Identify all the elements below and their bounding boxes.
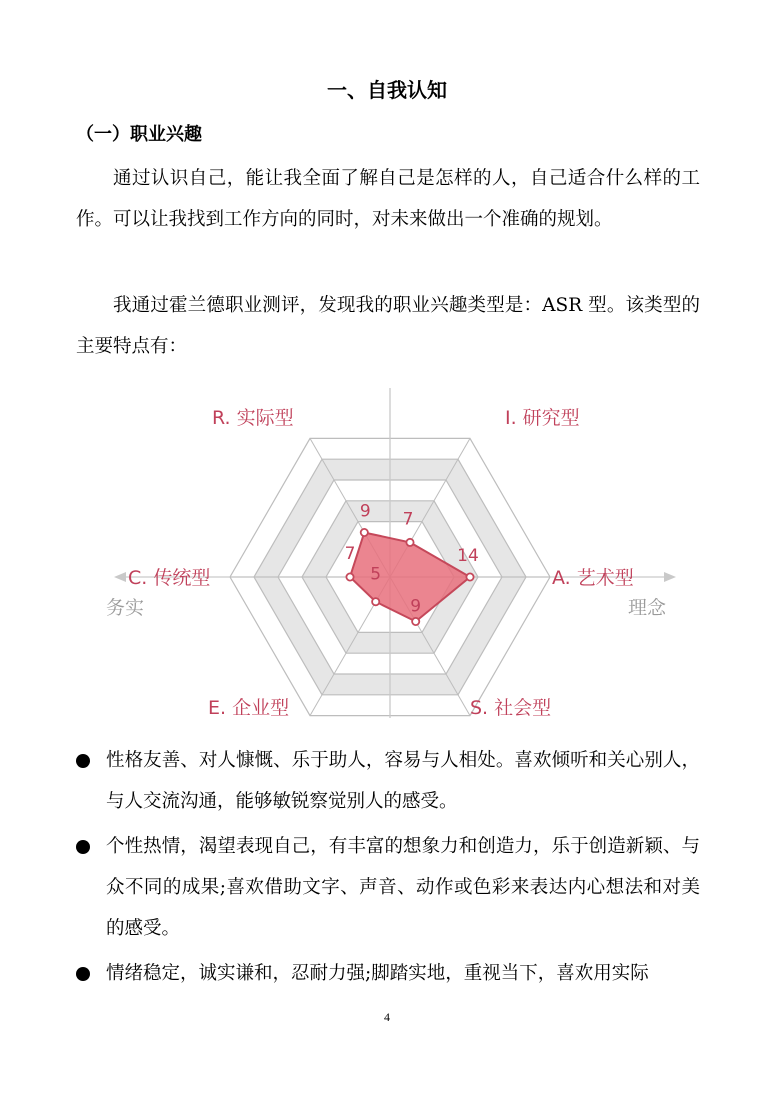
intro-paragraph: 通过认识自己，能让我全面了解自己是怎样的人，自己适合什么样的工作。可以让我找到工作方向的同时，对未来做出一个准确的规划。 <box>76 168 700 230</box>
trait-list <box>76 740 700 998</box>
radar-point <box>412 618 419 625</box>
radar-point <box>372 598 379 605</box>
category-label: I. 研究型 <box>505 407 580 429</box>
right-arrow-icon <box>664 572 676 582</box>
category-label: R. 实际型 <box>212 407 294 429</box>
axis-right-label: 理念 <box>628 597 667 619</box>
data-label: 7 <box>344 544 356 564</box>
list-item-text: 情绪稳定，诚实谦和，忍耐力强;脚踏实地，重视当下，喜欢用实际 <box>106 963 649 984</box>
holland-radar-chart <box>100 380 690 725</box>
bullet-dot-icon <box>76 754 90 768</box>
category-label: S. 社会型 <box>470 697 552 719</box>
data-label: 9 <box>359 501 371 522</box>
category-label: A. 艺术型 <box>552 567 634 589</box>
radar-point <box>361 529 368 536</box>
bullet-dot-icon <box>76 967 90 981</box>
list-item-text: 个性热情，渴望表现自己，有丰富的想象力和创造力，乐于创造新颖、与众不同的成果;喜欢借助文字、声音、动作或色彩来表达内心想法和对美的感受。 <box>106 836 700 939</box>
list-item <box>76 826 700 949</box>
left-arrow-icon <box>114 572 126 582</box>
radar-point <box>466 573 473 580</box>
axis-left-label: 务实 <box>106 597 145 619</box>
category-label: C. 传统型 <box>128 567 211 589</box>
bullet-dot-icon <box>76 840 90 854</box>
page-number: 4 <box>384 1010 390 1024</box>
radar-point <box>346 573 353 580</box>
section-title: （一）职业兴趣 <box>76 124 202 145</box>
data-label: 5 <box>370 564 382 585</box>
list-item <box>76 740 700 822</box>
radar-point <box>406 539 413 546</box>
page-heading: 一、自我认知 <box>327 78 447 102</box>
list-item <box>76 953 700 994</box>
data-label: 7 <box>402 509 414 530</box>
category-label: E. 企业型 <box>208 697 290 719</box>
result-paragraph: 我通过霍兰德职业测评，发现我的职业兴趣类型是：ASR 型。该类型的主要特点有： <box>76 295 700 357</box>
list-item-text: 性格友善、对人慷慨、乐于助人，容易与人相处。喜欢倾听和关心别人，与人交流沟通，能够敏锐察觉别人的感受。 <box>106 750 700 812</box>
data-label: 14 <box>457 546 479 566</box>
data-label: 9 <box>410 596 422 617</box>
